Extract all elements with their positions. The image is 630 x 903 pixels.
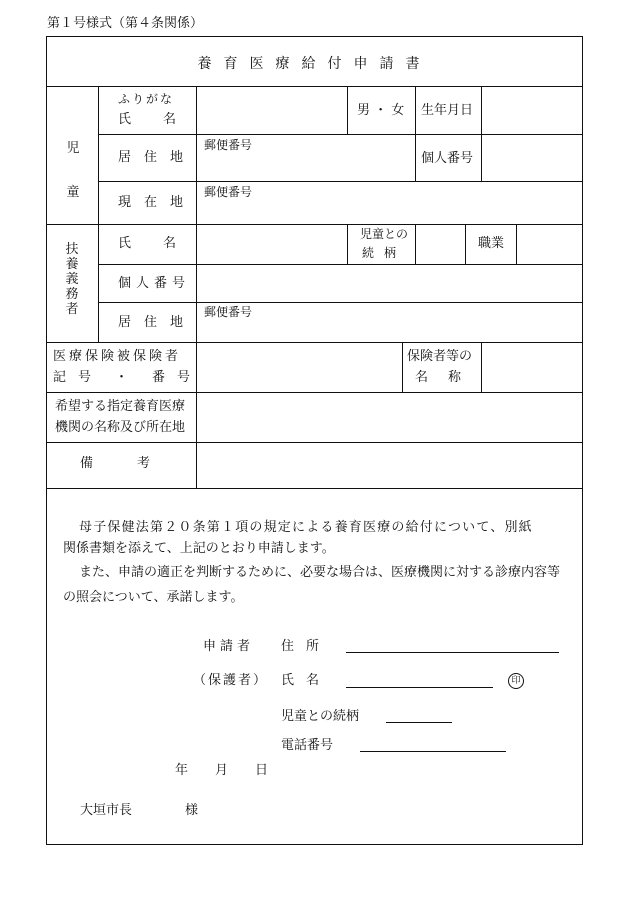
insurer-name-field[interactable] <box>482 343 582 392</box>
child-section-label: 児童 <box>66 141 80 200</box>
applicant-phone-line[interactable] <box>360 751 506 752</box>
child-name-label: 氏名 <box>118 112 209 127</box>
guardian-personal-number-field[interactable] <box>197 265 582 302</box>
child-postal-label: 郵便番号 <box>204 138 253 152</box>
statement-line-2: 関係書類を添えて、上記のとおり申請します。 <box>63 541 335 556</box>
child-personal-number-field[interactable] <box>482 135 582 181</box>
child-furigana-label: ふりがな <box>118 92 175 106</box>
statement-line-3: また、申請の適正を判断するために、必要な場合は、医療機関に対する診療内容等 <box>79 565 561 580</box>
guardian-relationship-label-1: 児童との <box>359 227 408 241</box>
insurer-label-line1: 保険者等の <box>407 349 473 364</box>
child-sex-options[interactable]: 男 ・ 女 <box>357 103 405 118</box>
date-year-label: 年 <box>175 763 189 778</box>
child-current-address-label: 現在地 <box>118 195 197 210</box>
applicant-phone-label: 電話番号 <box>281 738 334 753</box>
guardian-relationship-label-2: 続柄 <box>361 246 406 260</box>
guardian-occupation-field[interactable] <box>517 225 582 264</box>
child-residence-label: 居住地 <box>118 150 197 165</box>
guardian-residence-label: 居住地 <box>118 315 197 330</box>
guardian-name-field[interactable] <box>197 225 347 264</box>
statement-line-1: 母子保健法第２０条第１項の規定による養育医療の給付について、別紙 <box>79 520 533 535</box>
institution-label-line2: 機関の名称及び所在地 <box>55 420 186 435</box>
applicant-relationship-label: 児童との続柄 <box>281 709 360 724</box>
applicant-relationship-line[interactable] <box>386 722 452 723</box>
date-day-label: 日 <box>255 763 269 778</box>
remarks-field[interactable] <box>197 443 582 488</box>
guardian-occupation-label: 職業 <box>478 236 505 251</box>
insurance-number-field[interactable] <box>197 343 402 392</box>
insurer-label-line2: 名称 <box>415 370 482 385</box>
child-name-field[interactable] <box>197 87 347 134</box>
addressee-honorific: 様 <box>185 803 199 818</box>
insurance-label-line1: 医療保険被保険者 <box>53 349 182 364</box>
form-number-label: 第１号様式（第４条関係） <box>47 16 204 31</box>
institution-label-line1: 希望する指定養育医療 <box>55 399 186 414</box>
child-personal-number-label: 個人番号 <box>421 151 474 166</box>
applicant-name-label: 氏名 <box>281 673 332 688</box>
applicant-role-label: 申請者 <box>203 639 255 654</box>
applicant-address-line[interactable] <box>346 652 559 653</box>
child-current-postal-label: 郵便番号 <box>204 185 253 199</box>
guardian-relationship-field[interactable] <box>416 225 465 264</box>
guardian-name-label: 氏名 <box>118 236 209 251</box>
guardian-postal-label: 郵便番号 <box>204 305 253 319</box>
seal-icon: 印 <box>508 673 524 689</box>
date-month-label: 月 <box>215 763 229 778</box>
addressee-name: 大垣市長 <box>80 803 133 818</box>
applicant-guardian-label: （保護者） <box>193 673 269 688</box>
guardian-section-label: 扶養義務者 <box>65 242 79 317</box>
applicant-name-line[interactable] <box>346 687 493 688</box>
guardian-personal-number-label: 個人番号 <box>118 276 191 291</box>
insurance-symbol-label: 記号 <box>53 370 104 385</box>
child-birthdate-label: 生年月日 <box>421 103 474 118</box>
institution-field[interactable] <box>197 393 582 442</box>
insurance-number-label: 番号 <box>152 370 203 385</box>
insurance-label-line2 <box>53 370 203 386</box>
form-title: 養育医療給付申請書 <box>197 56 432 72</box>
insurance-separator: ・ <box>115 370 129 385</box>
applicant-address-label: 住所 <box>281 639 332 654</box>
child-birthdate-field[interactable] <box>482 87 582 134</box>
remarks-label: 備考 <box>80 456 195 471</box>
statement-line-4: の照会について、承諾します。 <box>63 590 244 605</box>
